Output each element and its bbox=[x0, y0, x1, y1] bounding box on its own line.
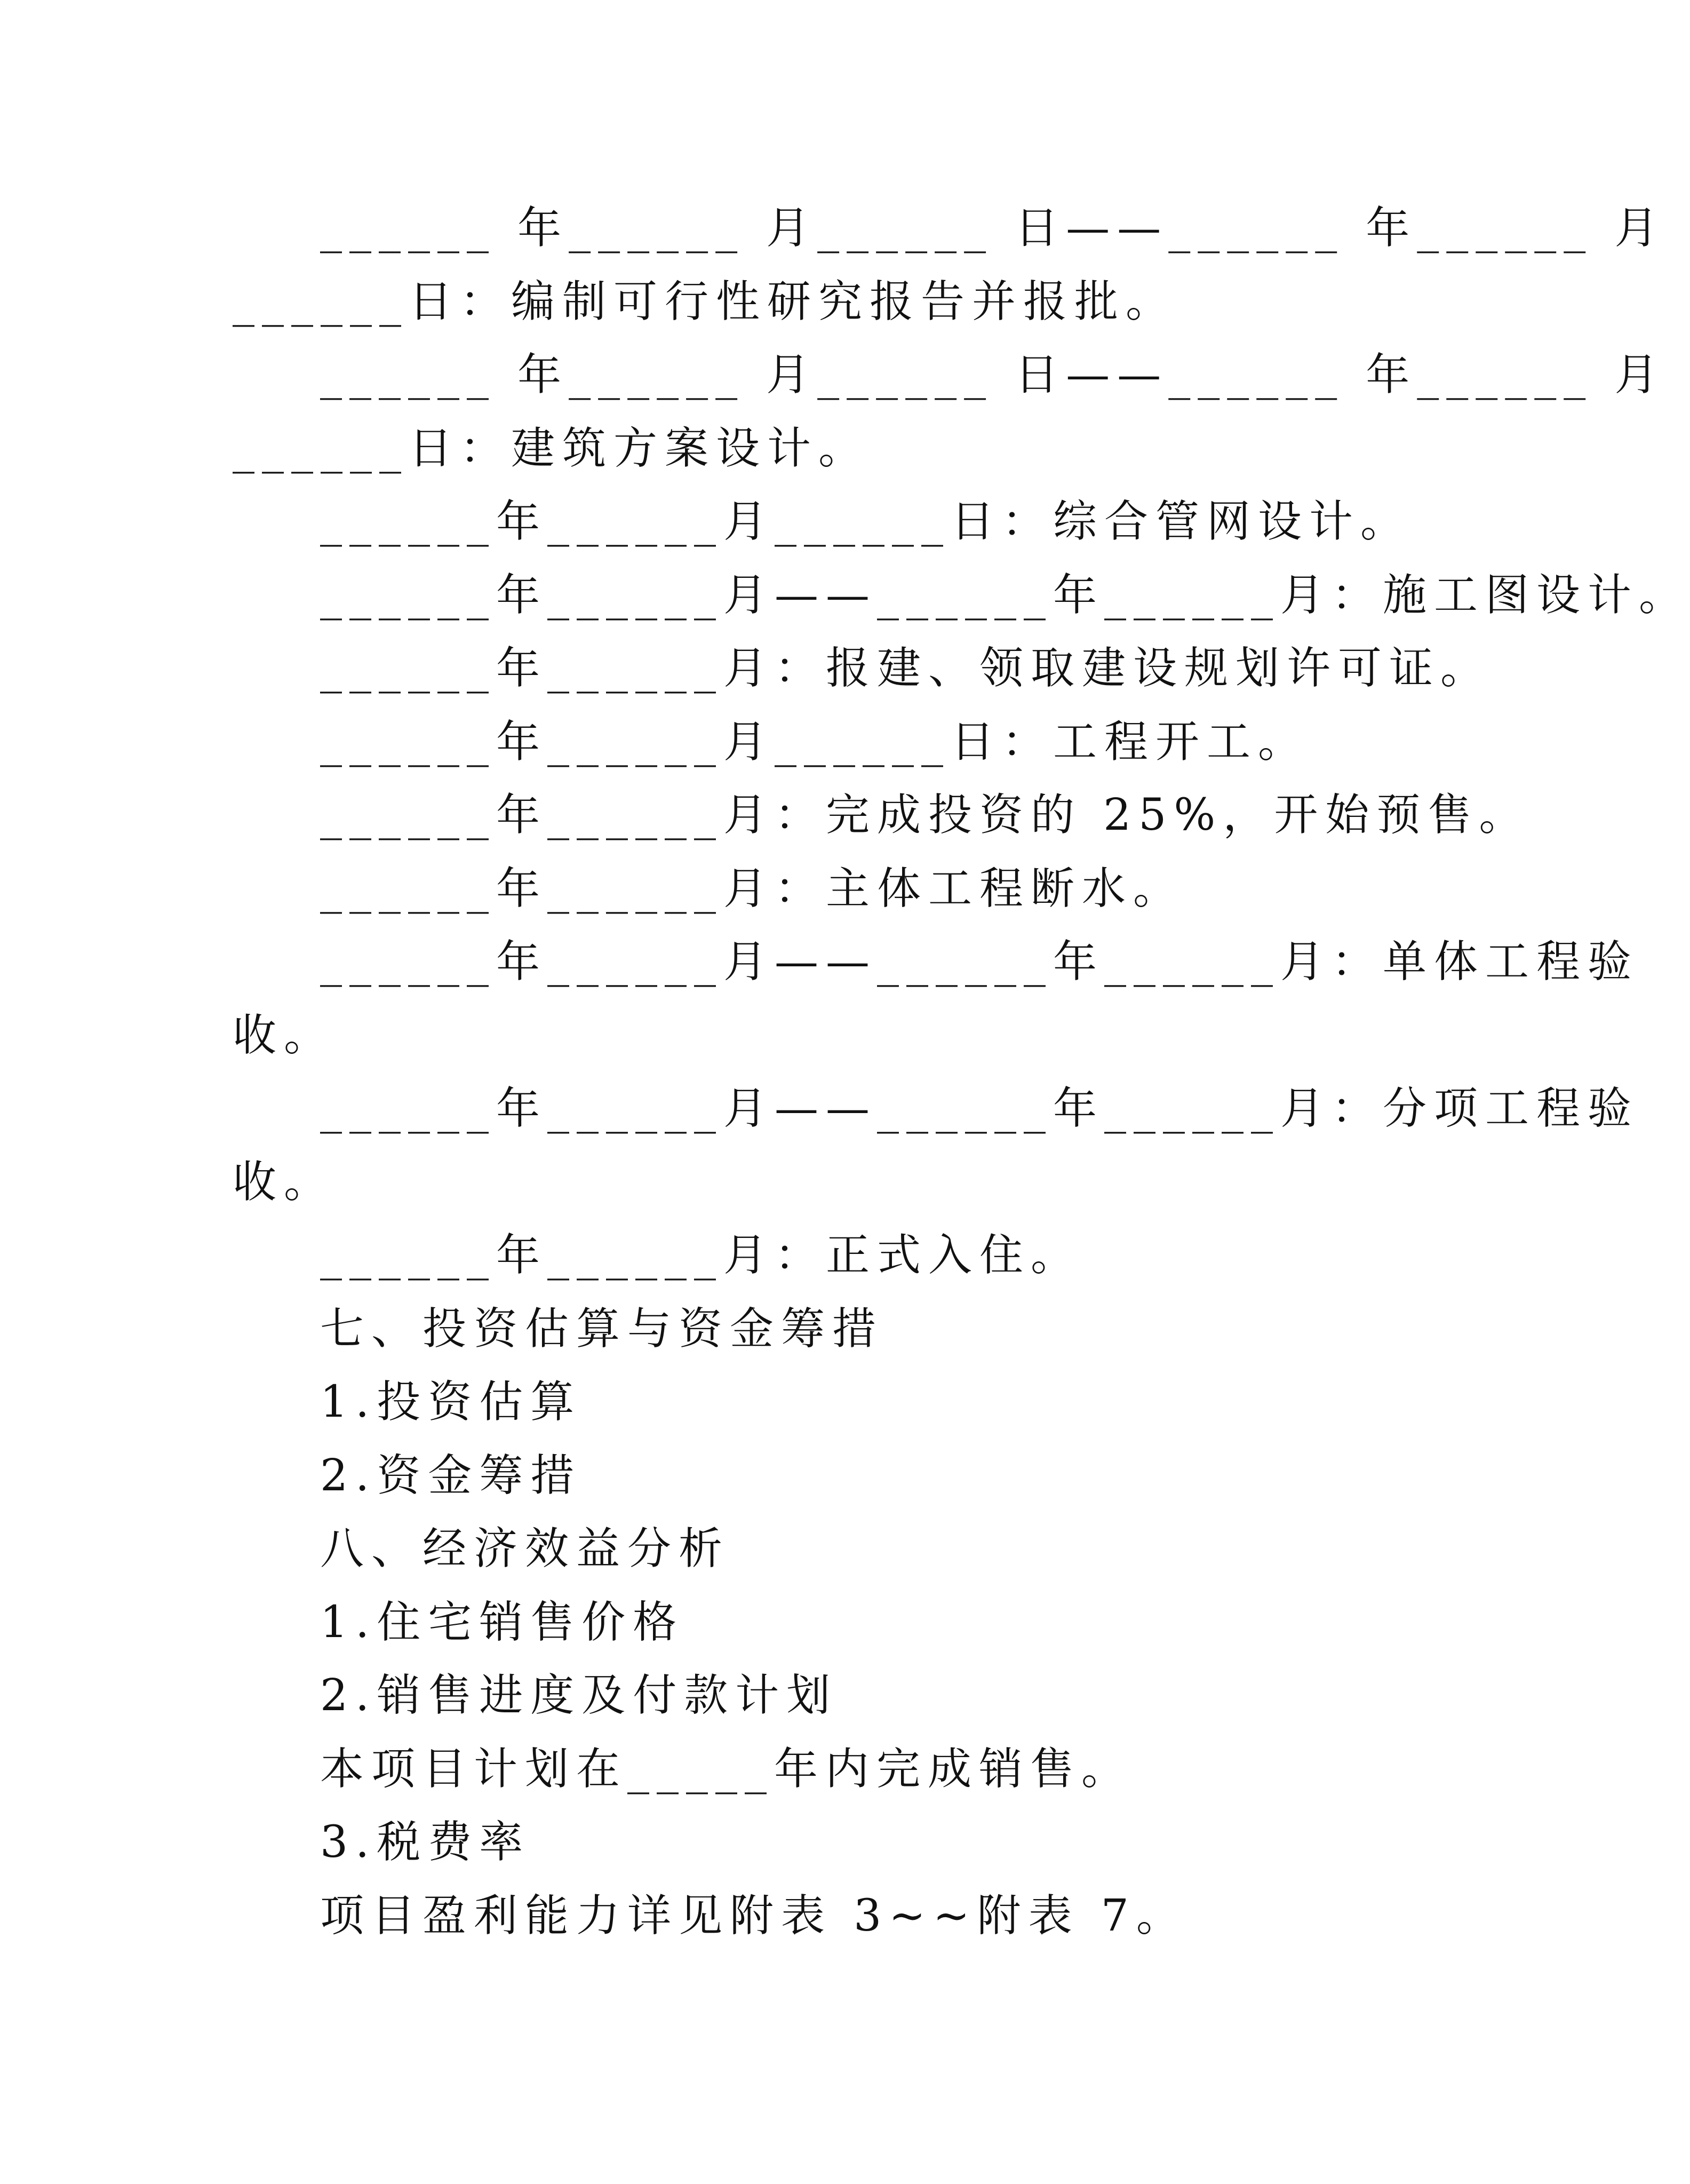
schedule-line-1: ______ 年______ 月______ 日——______ 年______ 月 bbox=[320, 203, 1666, 253]
schedule-line-2-cont: ______日：建筑方案设计。 bbox=[233, 423, 870, 474]
section-heading-8: 八、经济效益分析 bbox=[320, 1523, 730, 1574]
schedule-line-10: ______年______月——______年______月：分项工程验 bbox=[320, 1083, 1639, 1134]
sales-plan-text: 本项目计划在_____年内完成销售。 bbox=[320, 1744, 1133, 1794]
schedule-line-6: ______年______月______日：工程开工。 bbox=[320, 717, 1310, 767]
profitability-note: 项目盈利能力详见附表 3~~附表 7。 bbox=[320, 1891, 1187, 1941]
section-heading-7: 七、投资估算与资金筹措 bbox=[320, 1304, 884, 1354]
schedule-line-2: ______ 年______ 月______ 日——______ 年______ 月 bbox=[320, 350, 1666, 400]
subsection-7-2: 2.资金筹措 bbox=[320, 1450, 582, 1501]
schedule-line-8: ______年______月：主体工程断水。 bbox=[320, 863, 1185, 914]
subsection-8-2: 2.销售进度及付款计划 bbox=[320, 1670, 838, 1721]
schedule-line-9: ______年______月——______年______月：单体工程验 bbox=[320, 936, 1639, 987]
schedule-line-9-cont: 收。 bbox=[233, 1010, 336, 1061]
schedule-line-5: ______年______月：报建、领取建设规划许可证。 bbox=[320, 643, 1492, 694]
schedule-line-3: ______年______月______日：综合管网设计。 bbox=[320, 496, 1412, 547]
schedule-line-7: ______年______月：完成投资的 25%，开始预售。 bbox=[320, 790, 1530, 840]
subsection-8-3: 3.税费率 bbox=[320, 1817, 531, 1868]
schedule-line-1-cont: ______日：编制可行性研究报告并报批。 bbox=[233, 276, 1177, 327]
schedule-line-4: ______年______月——______年______月：施工图设计。 bbox=[320, 570, 1690, 621]
schedule-line-10-cont: 收。 bbox=[233, 1157, 336, 1208]
subsection-8-1: 1.住宅销售价格 bbox=[320, 1597, 684, 1648]
schedule-line-11: ______年______月：正式入住。 bbox=[320, 1230, 1082, 1281]
subsection-7-1: 1.投资估算 bbox=[320, 1377, 582, 1427]
